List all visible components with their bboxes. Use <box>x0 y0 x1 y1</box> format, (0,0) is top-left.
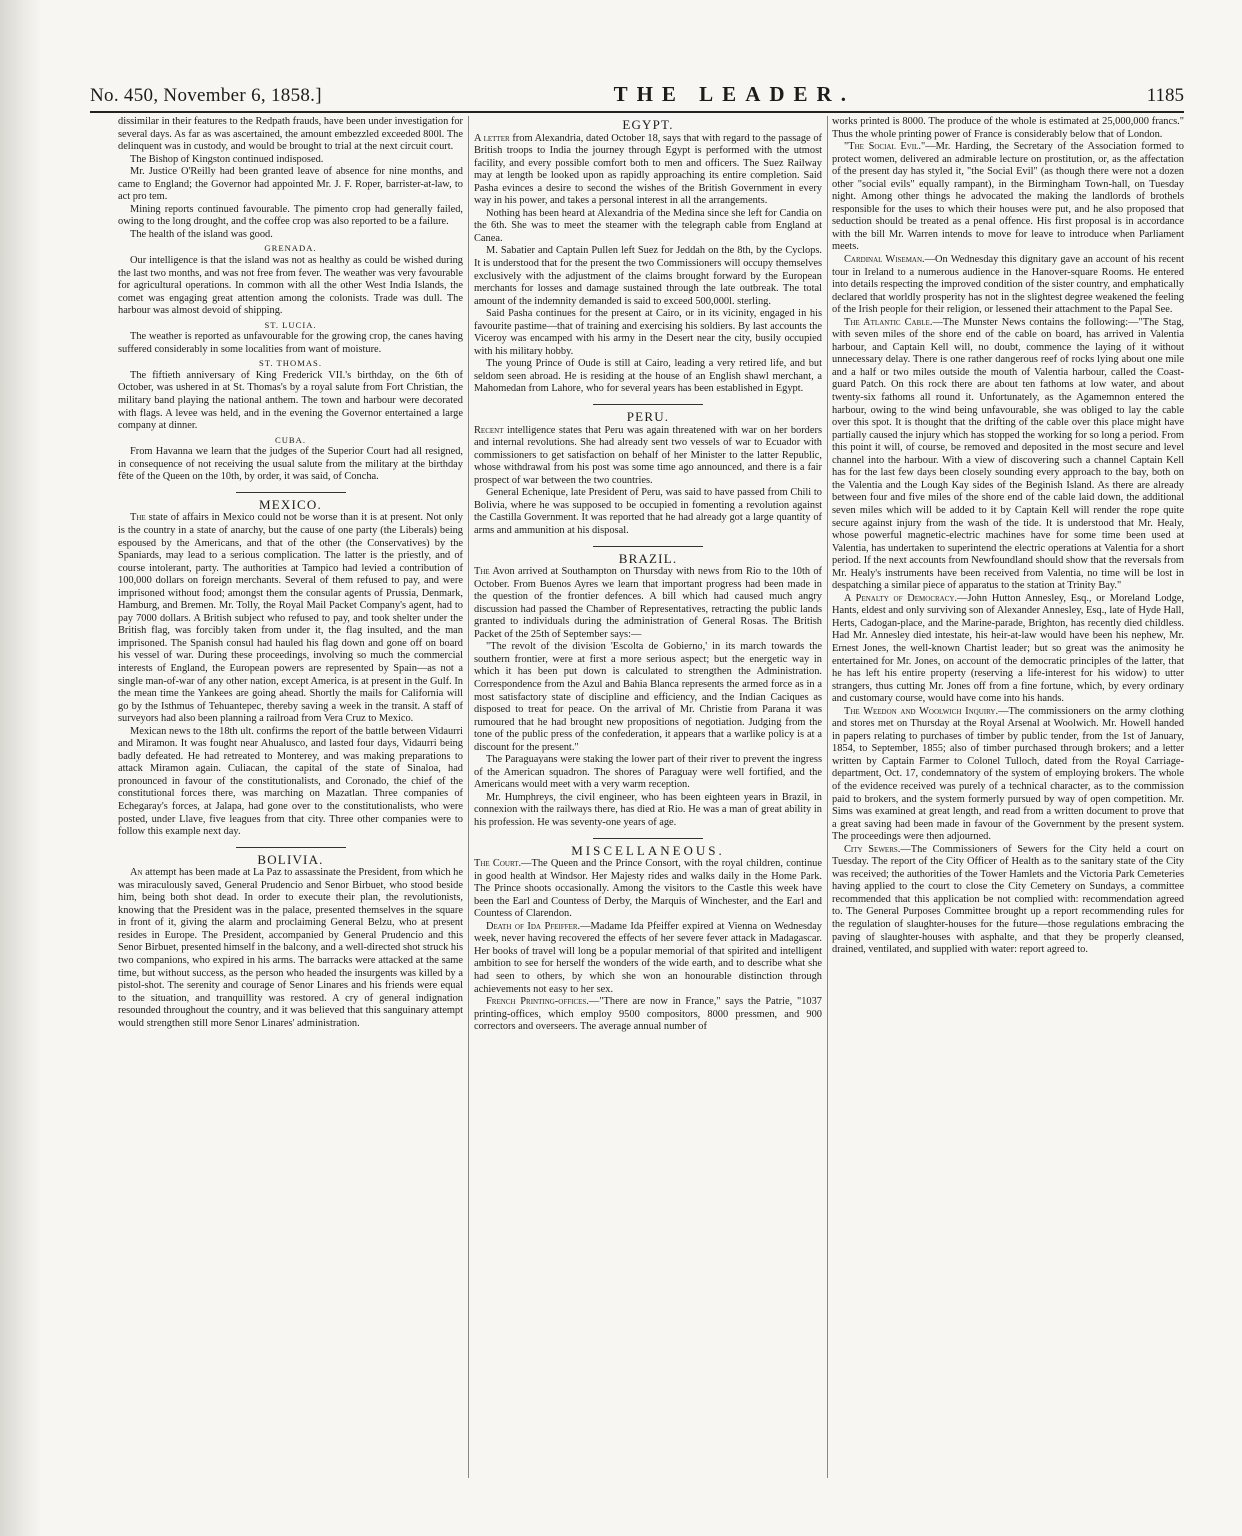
masthead <box>90 82 1184 110</box>
article-paragraph: The fiftieth anniversary of King Frederick VII.'s birthday, on the 6th of October, was ushered in at St. Thomas's by a royal salute from Fort Christian, the military band playing the national anthem. The town and harbour were decorated with flags. A levee was held, and in the evening the Governor entertained a large company at dinner. <box>118 369 463 432</box>
column-3 <box>832 116 1184 1478</box>
newspaper-title: THE LEADER. <box>613 82 855 106</box>
lead-word: Recent <box>474 424 504 436</box>
lead-word: The Atlantic Cable. <box>844 316 933 328</box>
paragraph-text: attempt has been made at La Paz to assassinate the President, from which he was miraculously saved, General Prudencio and Senor Birbuet, who stood beside him, being both shot dead. In order to execute their plan, the revolutionists, knowing that the President was in the palace, presented themselves in the square in front of it, giving the alarm and proclaiming General Belzu, who at present resides in Europe. The President, accompanied by General Prudencio and this Senor Birbuet, presented himself in the balcony, and a well-directed shot struck his two companions, who expired in his arms. The barracks were attacked at the same time, but without success, as the person who headed the insurgents was killed by a pistol-shot. The serenity and courage of Senor Linares and his friends were equal to the situation, and tranquillity was restored. A cry of general indignation resounded throughout the country, and it was believed that this sanguinary attempt would strengthen still more Senor Linares' administration. <box>118 867 463 1029</box>
masthead-rule <box>90 111 1184 113</box>
paragraph-text: from Alexandria, dated October 18, says that with regard to the passage of British troops to India the journey through Egypt is performed with the utmost facility, and every possible comfort both to men and officers. The Suez Railway may at length be looked upon as rapidly approaching its entire completion. Said Pasha evinces a desire to second the wishes of the British Government in every way in his power, and takes a personal interest in all the arrangements. <box>474 132 822 207</box>
column-rule-1 <box>468 116 469 1478</box>
article-paragraph: The Bishop of Kingston continued indisposed. <box>130 153 324 165</box>
paragraph-text: —On Wednesday this dignitary gave an account of his recent tour in Ireland to a numerous audience in the Hanover-square Rooms. He entered into details respecting the improved condition of the sister country, and emphatically declared that worldly prosperity has not in the slightest degree weakened the feeling of the Irish people for their religion, or lessened their attachment to the Papal See. <box>832 254 1184 316</box>
lead-word: The Weedon and Woolwich Inquiry. <box>844 705 999 717</box>
lead-word: A letter <box>474 132 510 144</box>
subheading-grenada: GRENADA. <box>264 243 317 254</box>
heading-mexico: MEXICO. <box>259 496 322 512</box>
article-paragraph <box>832 317 1184 593</box>
paragraph-text: —Mr. Harding, the Secretary of the Association formed to protect women, delivered an admirable lecture on prostitution, or, as the affectation of the present day has styled it, "the Social Evil" (as though there were not a dozen other "social evils" equally rampant), in the Birmingham Town-hall, on Tuesday night. Among other things he advocated the making the landlords of brothels responsible for the uses to which their houses were put, and he also proposed that seduction should be treated as a penal offence. His first proposal is in accordance with the bill Mr. Warren intends to move for leave to introduce when Parliament meets. <box>832 141 1184 253</box>
article-paragraph: Nothing has been heard at Alexandria of the Medina since she left for Candia on the 6th. She was to meet the steamer with the telegraph cable from England at Canea. <box>474 207 822 244</box>
article-paragraph: The Paraguayans were staking the lower part of their river to prevent the ingress of the American squadron. The shores of Paraguay were well fortified, and the Americans would meet with a very warm reception. <box>474 754 822 791</box>
article-paragraph: The weather is reported as unfavourable for the growing crop, the canes having suffered considerably in some localities from want of moisture. <box>118 331 463 355</box>
article-paragraph: General Echenique, late President of Peru, was said to have passed from Chili to Bolivia, where he was supposed to be occupied in fomenting a revolution against the Castilla Government. It was reported that he had already got a large quantity of arms and ammunition at his disposal. <box>474 487 822 536</box>
article-paragraph <box>474 921 822 996</box>
lead-word: French Printing-offices. <box>486 996 589 1008</box>
page-spine-shadow <box>0 0 42 1536</box>
lead-word: The <box>130 512 146 524</box>
paragraph-text: —The Munster News contains the following:—"The Stag, with seven miles of the shore end of the cable on board, has arrived in Valentia harbour, and Captain Kell will, no doubt, commence the laying of it without unnecessary delay. There is one rather dangerous reef of rocks lying about one mile and a half or two miles outside the mouth of Valentia harbour, called the Coast-guard Patch. On this rock there are about ten fathoms at low water, and about twenty-six fathoms all round it. Unfortunately, as the Agamemnon entered the harbour, owing to the wind being unfavourable, she was obliged to lay the cable over this spot. It is thought that the drifting of the cable over this place might have partially caused the injury which has stopped the working for so long a period. From this point it will, of course, be removed and deposited in the most secure and level channel into the harbour. With a view of discovering such a channel Captain Kell has for the last few days been closely sounding every approach to the bay, both on the Valentia and the Lough Kay sides of the Beginish Island. As there are already between four and five miles of the shore end of the cable laid down, the additional seven miles which will be added to it by Captain Kell will render the rope quite secure against injury from the wash of the tide. It is understood that Mr. Healy, whose powerful magnetic-electric machines have for some time been used at Valentia, has undertaken to superintend the electric operations at Valentia for a short period. If the next accounts from Newfoundland should show that the reversals from Mr. Healy's instruments have been received from Valentia, no time will be lost in despatching a similar piece of apparatus to the station at Trinity Bay." <box>832 316 1184 592</box>
article-paragraph: Mr. Humphreys, the civil engineer, who has been eighteen years in Brazil, in connexion with the railways there, has died at Rio. He was a man of great ability in his profession. He was seventy-one years of age. <box>474 791 822 828</box>
column-1 <box>118 116 463 1478</box>
article-paragraph <box>474 858 822 921</box>
subheading-cuba: CUBA. <box>274 434 307 445</box>
article-paragraph <box>474 566 822 641</box>
paragraph-text: state of affairs in Mexico could not be worse than it is at present. Not only is the country in a state of anarchy, but the cause of one party (the Liberals) being espoused by the Americans, and that of the other (the Conservatives) by the Spaniards, may lead to a serious complication. The latter is the priestly, and of course intolerant, party. The authorities at Tampico had levied a contribution of 100,000 dollars on foreign merchants. Several of them refused to pay, and were imprisoned without food; amongst them the consular agents of Prussia, Denmark, Hamburg, and Bremen. Mr. Tolly, the Royal Mail Packet Company's agent, had to pay 7000 dollars. A British subject who refused to pay, and took shelter under the British flag, was forcibly taken from under it, the flag insulted, and the man imprisoned. The Spanish consul had hauled his flag down and gone off on board his vessel of war. During these proceedings, involving so much the commercial interests of England, the European powers are represented by Spain—as not a single man-of-war of any other nation, except America, is at present in the Gulf. In the mean time the Yankees are going ahead. Shortly the mails for California will go by the Isthmus of Tehuantepec, thereby saving a week in the transit. A staff of surveyors had also been planning a railroad from Vera Cruz to Mexico. <box>118 512 463 725</box>
article-paragraph: Mr. Justice O'Reilly had been granted leave of absence for nine months, and came to England; the Governor had appointed Mr. J. F. Roper, barrister-at-law, to act pro tem. <box>118 166 463 203</box>
heading-miscellaneous: MISCELLANEOUS. <box>571 842 725 858</box>
paragraph-text: —The Commissioners of Sewers for the City held a court on Tuesday. The report of the City Officer of Health as to the sanitary state of the City was received; the authorities of the Tower Hamlets and the Victoria Park Cemeteries having applied to the court to close the City Cemetery on Sundays, a committee recommended that this application be not complied with: recommendation agreed to. The General Purposes Committee brought up a report recommending rules for the regulation of slaughter-houses for the future—those regulations embracing the paving of slaughter-houses with asphalte, and that they be properly cleansed, drained, ventilated, and supplied with water: report agreed to. <box>832 843 1184 956</box>
heading-brazil: BRAZIL. <box>618 550 678 566</box>
section-divider <box>236 492 346 493</box>
column-rule-2 <box>827 116 828 1478</box>
article-paragraph: Mining reports continued favourable. The pimento crop had generally failed, owing to the long drought, and the coffee crop was also reported to be a failure. <box>118 203 463 228</box>
lead-word: The <box>474 566 490 578</box>
article-paragraph: M. Sabatier and Captain Pullen left Suez for Jeddah on the 8th, by the Cyclops. It is understood that for the present the two Commissioners will occupy themselves exclusively with the adjustment of the claims brought forward by the European merchants for losses and damage sustained through the late outbreak. The total amount of the indemnity demanded is said to exceed 500,000l. sterling. <box>474 245 822 307</box>
lead-word: Cardinal Wiseman. <box>844 254 925 266</box>
section-divider <box>236 847 346 848</box>
column-2 <box>474 116 822 1478</box>
heading-bolivia: BOLIVIA. <box>257 851 324 867</box>
lead-word: Death of Ida Pfeiffer. <box>486 920 581 932</box>
article-paragraph <box>832 254 1184 317</box>
article-paragraph <box>118 867 463 1030</box>
article-paragraph <box>832 141 1184 254</box>
article-paragraph <box>832 844 1184 957</box>
heading-peru: PERU. <box>626 409 670 425</box>
paragraph-text: —"There are now in France," says the Patrie, "1037 printing-offices, which employ 9500 compositors, 8000 pressmen, and 900 correctors and overseers. The average annual number of <box>474 996 822 1033</box>
lead-word: An <box>130 867 143 879</box>
lead-word: "The Social Evil." <box>844 141 926 153</box>
section-divider <box>593 838 703 839</box>
article-paragraph: Said Pasha continues for the present at Cairo, or in its vicinity, engaged in his favourite pastime—that of training and exercising his soldiers. By last accounts the Viceroy was encamped with his army in the Desert near the city, busily occupied with his military hobby. <box>474 308 822 357</box>
lead-word: A Penalty of Democracy. <box>844 592 958 604</box>
article-paragraph <box>832 706 1184 844</box>
paragraph-text: —Madame Ida Pfeiffer expired at Vienna on Wednesday week, never having recovered the effects of her severe fever attack in Madagascar. Her books of travel will long be a popular memorial of that spirited and intelligent ambition to see for herself the wonders of the wide earth, and to describe what she had seen to others, by which she won an honourable distinction through achievements not easy to her sex. <box>474 920 822 995</box>
paragraph-text: —John Hutton Annesley, Esq., or Moreland Lodge, Hants, eldest and only surviving son of Alexander Annesley, Esq., late of Hyde Hall, Herts, Cadogan-place, and the Marine-parade, Brighton, has recently died childless. Had Mr. Annesley died intestate, his heir-at-law would have been his nephew, Mr. Ernest Jones, the well-known Chartist leader; but so great was the animosity he entertained for Mr. Jones, on account of the democratic principles of the latter, that he has left his entire property (reserving a life-interest for his widow) to utter strangers, thus cutting Mr. Jones off from a fine fortune, which, by every ordinary and customary course, would have come into his hands. <box>832 592 1184 705</box>
article-paragraph: The young Prince of Oude is still at Cairo, leading a very retired life, and but seldom seen abroad. He is residing at the house of an English shawl merchant, a Mahomedan from Lahore, who for several years has been established in Egypt. <box>474 358 822 395</box>
paragraph-text: intelligence states that Peru was again threatened with war on her borders and internal revolutions. She had already sent two vessels of war to Ecuador with commissioners to get satisfaction on behalf of her Minister to the latter Republic, whose withdrawal from his post was some time ago announced, and there is a fair prospect of war between the two countries. <box>474 424 822 486</box>
lead-word: The Court. <box>474 858 522 870</box>
article-paragraph <box>474 425 822 488</box>
paragraph-text: Avon arrived at Southampton on Thursday with news from Rio to the 10th of October. From Buenos Ayres we learn that important progress had been made in the question of the frontier defences. A bill which had caused much angry discussion had passed the Chamber of Representatives, retracting the public lands granted to individuals during the administration of General Rosas. The British Packet of the 25th of September says:— <box>474 566 822 640</box>
article-paragraph: From Havanna we learn that the judges of the Superior Court had all resigned, in consequence of not receiving the usual salute from the military at the birthday fête of the Queen on the 10th, by order, it was said, of Concha. <box>118 446 463 483</box>
section-divider <box>593 404 703 405</box>
lead-word: City Sewers. <box>844 843 901 855</box>
subheading-st-thomas: ST. THOMAS. <box>259 358 322 369</box>
heading-egypt: EGYPT. <box>622 117 674 132</box>
section-divider <box>593 546 703 547</box>
article-paragraph <box>118 512 463 725</box>
article-paragraph <box>474 133 822 208</box>
article-paragraph: The health of the island was good. <box>130 228 273 240</box>
article-paragraph: "The revolt of the division 'Escolta de Gobierno,' in its march towards the southern frontier, were at first a more serious aspect; but the energetic way in which it has been put down is calculated to strengthen the Administration. Correspondence from the Azul and Bahia Blanca represents the armed force as in a most satisfactory state of discipline and efficiency, and the Indian Caciques as disposed to treat for peace. On the arrival of Mr. Christie from Parana it was rumoured that he had brought new propositions of negotiation. Judging from the tone of the public press of the confederation, it appears that a warlike policy is at a discount for the present." <box>474 641 822 753</box>
article-paragraph <box>474 996 822 1034</box>
article-paragraph: Mexican news to the 18th ult. confirms the report of the battle between Vidaurri and Miramon. It was fought near Ahualusco, and lasted four days, Vidaurri being badly defeated. He had retreated to Monterey, and was making preparations to attack Miramon again. Culiacan, the capital of the state of Sinaloa, had pronounced in favour of the constitutionalists, and Coronado, the chief of the constitutional forces there, was marching on Mazatlan. Three companies of Echegaray's forces, at Jalapa, had gone over to the constitutionalists, who were posted, under Llave, five leagues from that city. Three other companies were to follow this example next day. <box>118 725 463 838</box>
article-paragraph: works printed is 8000. The produce of the whole is estimated at 25,000,000 francs." Thus the whole printing power of France is considerably below that of London. <box>832 116 1184 140</box>
paragraph-text: —The Queen and the Prince Consort, with the royal children, continue in good health at Windsor. Her Majesty rides and walks daily in the Home Park. The Prince shoots occasionally. Among the visitors to the Castle this week have been the Earl and Countess of Derby, the Marquis of Winchester, and the Earl and Countess of Clarendon. <box>474 858 822 920</box>
article-paragraph <box>832 593 1184 706</box>
issue-date: No. 450, November 6, 1858.] <box>90 85 322 106</box>
subheading-st-lucia: ST. LUCIA. <box>264 319 317 330</box>
paragraph-text: —The commissioners on the army clothing and stores met on Thursday at the Royal Arsenal at Woolwich. Mr. Howell handed in papers relating to purchases of timber by public tender, from the 1st of January, 1854, to September, 1855; also of timber purchased through brokers; and a letter written by Captain Farmer to Colonel Tulloch, dated from the Royal Carriage-department, Oct. 17, condemnatory of the system of employing brokers. The whole of the evidence received was purely of a technical character, as to the commission paid to brokers, and the system formerly pursued by way of open competition. Mr. Sims was examined at great length, and read from a written document to prove that a great saving had been made in favour of the Government by the present system. The proceedings were then adjourned. <box>832 705 1184 843</box>
article-paragraph: dissimilar in their features to the Redpath frauds, have been under investigation for several days. As far as was ascertained, the amount embezzled exceeded 800l. The delinquent was in custody, and would be brought to trial at the next circuit court. <box>118 116 463 153</box>
page-number: 1185 <box>1146 85 1184 106</box>
article-paragraph: Our intelligence is that the island was not as healthy as could be wished during the last two months, and was not free from fever. The weather was very favourable for agricultural operations. In common with all the other West India Islands, the comet was engaging great attention among the colonists. Trade was dull. The harbour was almost devoid of shipping. <box>118 255 463 317</box>
